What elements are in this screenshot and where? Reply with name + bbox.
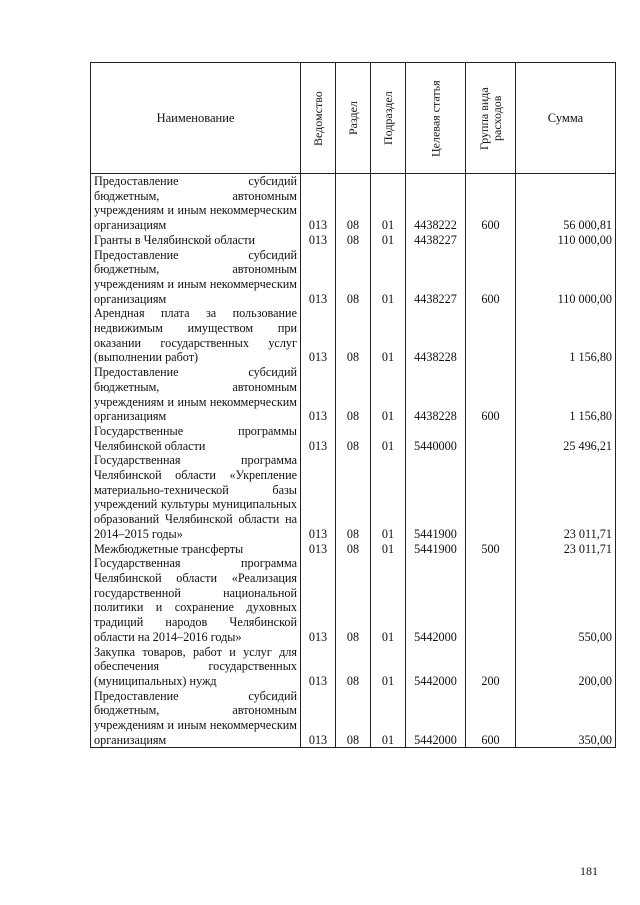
row-name: Предоставление субсидий бюджетным, автономным учреждениям и иным некоммерческим организациям <box>91 365 301 424</box>
row-target: 5442000 <box>406 645 466 689</box>
table-row <box>91 689 616 748</box>
row-ministry: 013 <box>301 424 336 453</box>
row-sum: 110 000,00 <box>516 248 616 307</box>
row-ministry: 013 <box>301 645 336 689</box>
row-subsection: 01 <box>371 645 406 689</box>
row-ministry: 013 <box>301 233 336 248</box>
row-subsection: 01 <box>371 306 406 365</box>
row-section: 08 <box>336 365 371 424</box>
row-subsection: 01 <box>371 233 406 248</box>
header-sum: Сумма <box>516 63 616 174</box>
row-group: 500 <box>466 542 516 557</box>
table-row <box>91 248 616 307</box>
row-name: Гранты в Челябинской области <box>91 233 301 248</box>
budget-table <box>90 62 616 748</box>
row-section: 08 <box>336 689 371 748</box>
row-section: 08 <box>336 453 371 541</box>
row-target: 4438228 <box>406 306 466 365</box>
row-target: 5442000 <box>406 689 466 748</box>
header-ministry: Ведомство <box>301 63 336 174</box>
row-group: 600 <box>466 689 516 748</box>
row-section: 08 <box>336 556 371 644</box>
row-target: 4438222 <box>406 174 466 233</box>
row-subsection: 01 <box>371 542 406 557</box>
header-target: Целевая статья <box>406 63 466 174</box>
row-name: Государственная программа Челябинской области «Реализация государственной национальной политики и сохранение духовных традиций народов Челябинской области на 2014–2016 годы» <box>91 556 301 644</box>
row-group: 600 <box>466 365 516 424</box>
row-section: 08 <box>336 424 371 453</box>
table-row <box>91 365 616 424</box>
table-row <box>91 556 616 644</box>
row-name: Межбюджетные трансферты <box>91 542 301 557</box>
row-section: 08 <box>336 645 371 689</box>
row-section: 08 <box>336 248 371 307</box>
row-target: 4438227 <box>406 248 466 307</box>
row-name: Государственные программы Челябинской области <box>91 424 301 453</box>
header-section: Раздел <box>336 63 371 174</box>
row-ministry: 013 <box>301 174 336 233</box>
row-subsection: 01 <box>371 248 406 307</box>
row-subsection: 01 <box>371 689 406 748</box>
table-row <box>91 424 616 453</box>
row-group <box>466 306 516 365</box>
row-target: 4438228 <box>406 365 466 424</box>
row-sum: 56 000,81 <box>516 174 616 233</box>
row-name: Предоставление субсидий бюджетным, автономным учреждениям и иным некоммерческим организациям <box>91 174 301 233</box>
row-group <box>466 556 516 644</box>
table-row <box>91 233 616 248</box>
table-body <box>91 174 616 748</box>
row-target: 5442000 <box>406 556 466 644</box>
table-row <box>91 174 616 233</box>
row-sum: 550,00 <box>516 556 616 644</box>
row-subsection: 01 <box>371 365 406 424</box>
row-name: Государственная программа Челябинской области «Укрепление материально-технической базы учреждений культуры муниципальных образований Челябинской области на 2014–2015 годы» <box>91 453 301 541</box>
row-ministry: 013 <box>301 453 336 541</box>
table-row <box>91 542 616 557</box>
row-ministry: 013 <box>301 689 336 748</box>
row-group <box>466 233 516 248</box>
header-subsection: Подраздел <box>371 63 406 174</box>
row-sum: 1 156,80 <box>516 365 616 424</box>
row-name: Предоставление субсидий бюджетным, автономным учреждениям и иным некоммерческим организациям <box>91 248 301 307</box>
row-sum: 25 496,21 <box>516 424 616 453</box>
row-group <box>466 453 516 541</box>
row-group: 600 <box>466 174 516 233</box>
row-sum: 350,00 <box>516 689 616 748</box>
row-name: Закупка товаров, работ и услуг для обеспечения государственных (муниципальных) нужд <box>91 645 301 689</box>
table-header <box>91 63 616 174</box>
row-ministry: 013 <box>301 306 336 365</box>
row-target: 5441900 <box>406 542 466 557</box>
header-expense-group: Группа вида расходов <box>466 63 516 174</box>
row-sum: 23 011,71 <box>516 542 616 557</box>
row-group: 200 <box>466 645 516 689</box>
row-name: Предоставление субсидий бюджетным, автономным учреждениям и иным некоммерческим организациям <box>91 689 301 748</box>
row-target: 5441900 <box>406 453 466 541</box>
row-name: Арендная плата за пользование недвижимым имуществом при оказании государственных услуг (выполнении работ) <box>91 306 301 365</box>
row-subsection: 01 <box>371 424 406 453</box>
row-section: 08 <box>336 542 371 557</box>
row-section: 08 <box>336 174 371 233</box>
row-group <box>466 424 516 453</box>
row-ministry: 013 <box>301 542 336 557</box>
page-number: 181 <box>580 864 598 878</box>
row-group: 600 <box>466 248 516 307</box>
row-subsection: 01 <box>371 174 406 233</box>
row-target: 5440000 <box>406 424 466 453</box>
row-subsection: 01 <box>371 453 406 541</box>
row-section: 08 <box>336 306 371 365</box>
header-name: Наименование <box>91 63 301 174</box>
row-ministry: 013 <box>301 556 336 644</box>
table-row <box>91 645 616 689</box>
table-row <box>91 306 616 365</box>
row-sum: 23 011,71 <box>516 453 616 541</box>
row-section: 08 <box>336 233 371 248</box>
row-sum: 1 156,80 <box>516 306 616 365</box>
row-subsection: 01 <box>371 556 406 644</box>
row-ministry: 013 <box>301 248 336 307</box>
header-row <box>91 63 616 174</box>
row-ministry: 013 <box>301 365 336 424</box>
row-sum: 110 000,00 <box>516 233 616 248</box>
row-target: 4438227 <box>406 233 466 248</box>
table-row <box>91 453 616 541</box>
row-sum: 200,00 <box>516 645 616 689</box>
